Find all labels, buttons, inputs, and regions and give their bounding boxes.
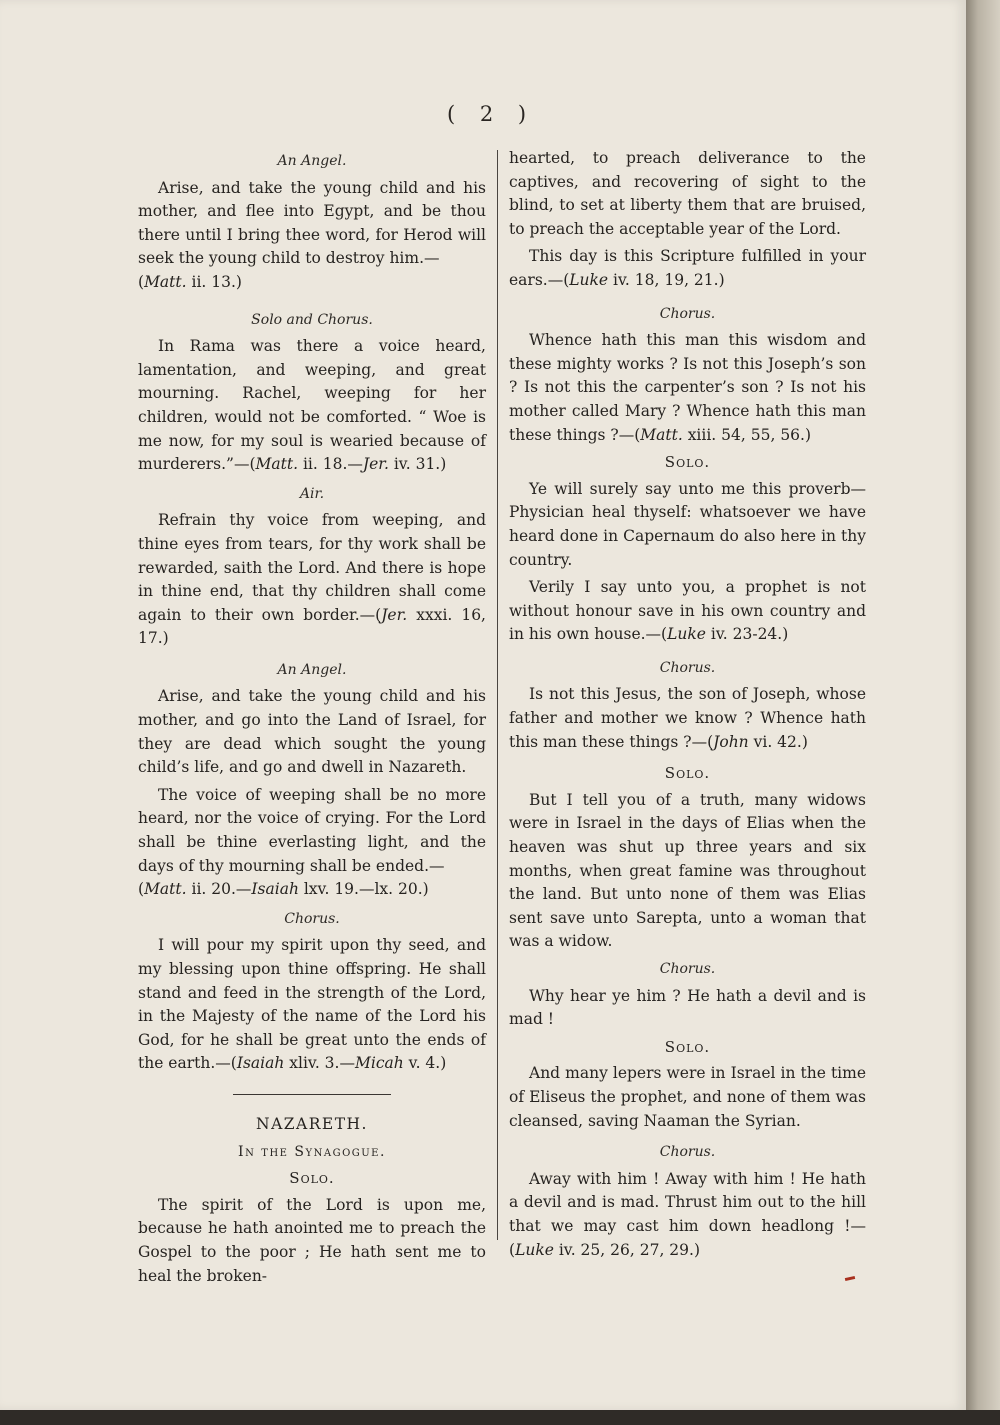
verse-paragraph: hearted, to preach deliverance to the captives, and recovering of sight to the blind, to set at liberty them that are bruised, to preach the acceptable year of the Lord. [509,149,866,238]
verse-paragraph: This day is this Scripture fulfilled in your ears.—(Luke iv. 18, 19, 21.) [509,247,866,289]
section-heading: Solo. [664,764,711,783]
verse-paragraph: Away with him ! Away with him ! He hath a devil and is mad. Thrust him out to the hill that we may cast him down headlong !—(Luke iv. 25, 26, 27, 29.) [509,1169,866,1259]
verse-paragraph: And many lepers were in Israel in the time of Eliseus the prophet, and none of them was cleansed, saving Naaman the Syrian. [509,1064,866,1130]
verse-paragraph: Whence hath this man this wisdom and these mighty works ? Is not this Joseph’s son ? Is not this the carpenter’s son ? Is not his mother called Mary ? Whence hath this man these things ?—(Matt. xiii. 54, 55, 56.) [509,331,866,444]
ink-mark [845,1276,855,1281]
verse-paragraph: Arise, and take the young child and his mother, and flee into Egypt, and be thou there until I bring thee word, for Herod will seek the young child to destroy him.— (Matt. ii. 13.) [138,178,486,291]
verse-paragraph: Refrain thy voice from weeping, and thine eyes from tears, for thy work shall be rewarded, saith the Lord. And there is hope in thine end, that thy children shall come again to their own border.—(Jer. xxxi. 16, 17.) [138,511,486,648]
bottom-strip [0,1410,1000,1425]
section-heading: Chorus. [284,910,340,927]
page-number: ( 2 ) [447,102,536,126]
section-heading: Solo. [289,1169,335,1188]
page-edge [966,0,1000,1425]
verse-paragraph: Why hear ye him ? He hath a devil and is mad ! [509,986,866,1029]
section-heading: Chorus. [659,659,716,676]
verse-paragraph: Is not this Jesus, the son of Joseph, whose father and mother we know ? Whence hath this man these things ?—(John vi. 42.) [509,685,866,751]
verse-paragraph: But I tell you of a truth, many widows were in Israel in the days of Elias when the heaven was shut up three years and six months, when great famine was throughout the land. But unto none of them was Elias sent save unto Sarepta, unto a woman that was a widow. [509,790,866,951]
section-heading: An Angel. [277,153,347,169]
verse-paragraph: Arise, and take the young child and his mother, and go into the Land of Israel, for they are dead which sought the young child’s life, and go and dwell in Nazareth. [138,687,486,777]
verse-paragraph: Verily I say unto you, a prophet is not without honour save in his own country and in his own house.—(Luke iv. 23-24.) [509,578,866,644]
verse-paragraph: I will pour my spirit upon thy seed, and my blessing upon thine offspring. He shall stand and feed in the strength of the Lord, in the Majesty of the name of the Lord his God, for he shall be great unto the ends of the earth.—(Isaiah xliv. 3.—Micah v. 4.) [138,936,486,1073]
verse-paragraph: Ye will surely say unto me this proverb—Physician heal thyself: whatsoever we have heard done in Capernaum do also here in thy country. [509,479,866,569]
section-heading: Solo and Chorus. [251,311,373,328]
section-heading: Air. [299,485,325,502]
section-heading: An Angel. [277,661,347,678]
section-subtitle: In the Synagogue. [238,1143,386,1160]
verse-paragraph: The spirit of the Lord is upon me, because he hath anointed me to preach the Gospel to the poor ; He hath sent me to heal the broken- [138,1195,486,1285]
section-divider-rule [233,1094,391,1095]
section-title: NAZARETH. [256,1114,368,1133]
right-column [509,147,866,1266]
section-heading: Chorus. [659,1144,716,1161]
section-heading: Solo. [664,1037,711,1056]
section-heading: Solo. [664,453,711,472]
section-heading: Chorus. [659,961,716,977]
left-column [138,147,486,1292]
verse-paragraph: The voice of weeping shall be no more heard, nor the voice of crying. For the Lord shall be thine everlasting light, and the days of thy mourning shall be ended.— (Matt. ii. 20.—Isaiah lxv. 19.—lx. 20.) [138,785,486,899]
verse-paragraph: In Rama was there a voice heard, lamentation, and weeping, and great mourning. Rachel, weeping for her children, would not be comforted. “ Woe is me now, for my soul is wearied because of murderers.”—(Matt. ii. 18.—Jer. iv. 31.) [138,337,486,474]
section-heading: Chorus. [659,305,716,322]
column-divider [497,150,498,1240]
